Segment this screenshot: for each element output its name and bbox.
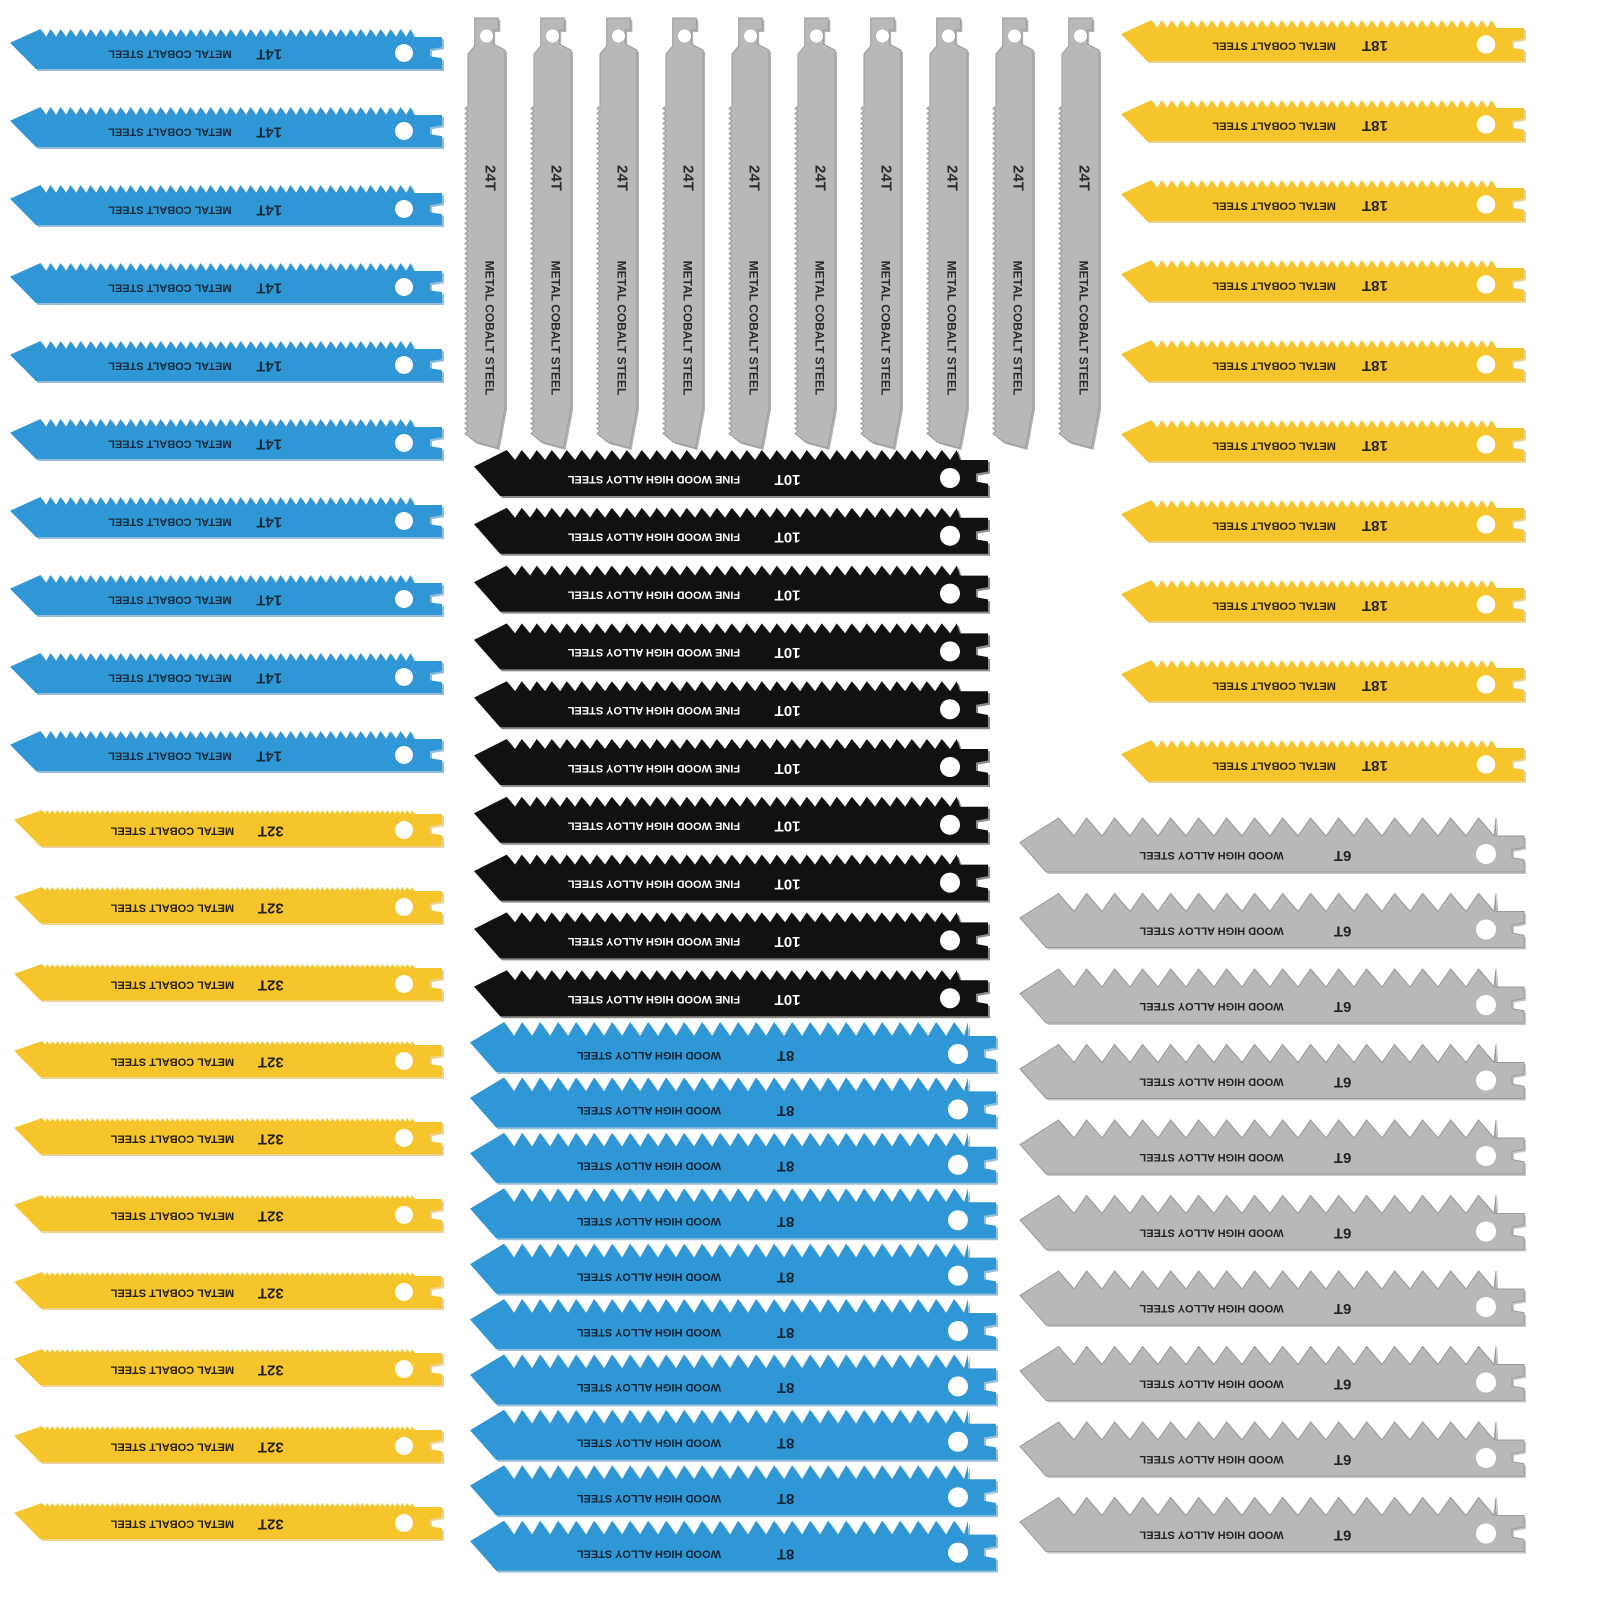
mounting-hole [395, 1514, 413, 1532]
blade-tooth-label: 6T [1333, 997, 1352, 1015]
blade-tooth-label: 14T [256, 201, 283, 219]
blade-material-label: METAL COBALT STEEL [108, 125, 232, 138]
blade-tooth-label: 24T [481, 165, 499, 191]
blade [1121, 180, 1526, 223]
blade-material-label: METAL COBALT STEEL [1212, 599, 1336, 612]
blade [1059, 18, 1101, 450]
mounting-hole [395, 1129, 413, 1147]
blade [10, 29, 444, 71]
mounting-hole [948, 1543, 968, 1563]
blade-material-label: METAL COBALT STEEL [110, 1440, 235, 1453]
blade-tooth-label: 18T [1361, 37, 1388, 55]
mounting-hole [948, 1321, 968, 1341]
mounting-hole [395, 1206, 413, 1224]
blade-material-label: METAL COBALT STEEL [108, 359, 232, 372]
blade-material-label: METAL COBALT STEEL [1212, 279, 1336, 292]
blade-tooth-label: 24T [877, 165, 895, 191]
mounting-hole [1477, 515, 1495, 533]
blade [465, 18, 507, 450]
blade-material-label: WOOD HIGH ALLOY STEEL [1139, 1075, 1284, 1088]
blade-material-label: WOOD HIGH ALLOY STEEL [1139, 848, 1284, 861]
blade-material-label: METAL COBALT STEEL [1212, 359, 1336, 372]
mounting-hole [1476, 1071, 1496, 1091]
blade-material-label: METAL COBALT STEEL [108, 437, 232, 450]
mounting-hole [395, 200, 413, 218]
blade-tooth-label: 14T [256, 435, 283, 453]
blade [474, 450, 990, 498]
mounting-hole [395, 278, 413, 296]
blade-tooth-label: 6T [1333, 1073, 1352, 1091]
mounting-hole [395, 512, 413, 530]
blade-tooth-label: 8T [776, 1323, 795, 1341]
mounting-hole [395, 1283, 413, 1301]
blade-material-label: WOOD HIGH ALLOY STEEL [1139, 1226, 1284, 1239]
blade-material-label: METAL COBALT STEEL [1076, 260, 1091, 396]
blade-material-label: METAL COBALT STEEL [110, 1209, 235, 1222]
blade-tooth-label: 18T [1361, 437, 1388, 455]
blade-material-label: WOOD HIGH ALLOY STEEL [1139, 999, 1284, 1012]
blade-material-label: METAL COBALT STEEL [110, 824, 235, 837]
blade-tooth-label: 8T [776, 1545, 795, 1563]
mounting-hole [395, 1360, 413, 1378]
blade-tooth-label: 32T [257, 1361, 284, 1379]
mounting-hole [1477, 595, 1495, 613]
blade-material-label: METAL COBALT STEEL [110, 1286, 235, 1299]
blade [1121, 20, 1526, 63]
blade [1121, 660, 1526, 703]
blade [474, 797, 990, 845]
mounting-hole [678, 30, 691, 43]
blade-tooth-label: 6T [1333, 1224, 1352, 1242]
blade-tooth-label: 6T [1333, 922, 1352, 940]
blade-tooth-label: 10T [774, 644, 801, 662]
blade-material-label: WOOD HIGH ALLOY STEEL [1139, 1150, 1284, 1163]
blade-material-label: METAL COBALT STEEL [878, 260, 893, 396]
mounting-hole [1476, 1524, 1496, 1544]
mounting-hole [744, 30, 757, 43]
blade [10, 497, 444, 539]
mounting-hole [1476, 1146, 1496, 1166]
blade-material-label: FINE WOOD HIGH ALLOY STEEL [567, 646, 741, 659]
mounting-hole [395, 122, 413, 140]
mounting-hole [395, 746, 413, 764]
mounting-hole [1477, 115, 1495, 133]
blade-tooth-label: 10T [774, 817, 801, 835]
blade [10, 731, 444, 773]
mounting-hole [395, 356, 413, 374]
blade-tooth-label: 14T [256, 123, 283, 141]
blade-tooth-label: 8T [776, 1046, 795, 1064]
mounting-hole [395, 975, 413, 993]
blade-material-label: WOOD HIGH ALLOY STEEL [1139, 1452, 1284, 1465]
blade [14, 964, 444, 1002]
blade-material-label: METAL COBALT STEEL [1212, 439, 1336, 452]
blade-material-label: METAL COBALT STEEL [614, 260, 629, 396]
blade [474, 855, 990, 903]
blade [10, 341, 444, 383]
blade [14, 1503, 444, 1541]
blade-material-label: METAL COBALT STEEL [108, 515, 232, 528]
blade-tooth-label: 10T [774, 990, 801, 1008]
blade-material-label: WOOD HIGH ALLOY STEEL [576, 1104, 721, 1117]
mounting-hole [810, 30, 823, 43]
mounting-hole [948, 1099, 968, 1119]
mounting-hole [940, 526, 960, 546]
blade [597, 18, 639, 450]
blade-material-label: WOOD HIGH ALLOY STEEL [1139, 1301, 1284, 1314]
blade [993, 18, 1035, 450]
blade-material-label: METAL COBALT STEEL [108, 281, 232, 294]
mounting-hole [948, 1376, 968, 1396]
blade-tooth-label: 6T [1333, 1526, 1352, 1544]
blade [861, 18, 903, 450]
mounting-hole [948, 1487, 968, 1507]
blade-material-label: WOOD HIGH ALLOY STEEL [1139, 1377, 1284, 1390]
blade-material-label: METAL COBALT STEEL [108, 203, 232, 216]
blade-tooth-label: 10T [774, 759, 801, 777]
blade-material-label: METAL COBALT STEEL [110, 1132, 235, 1145]
blade-tooth-label: 24T [679, 165, 697, 191]
blade-material-label: FINE WOOD HIGH ALLOY STEEL [567, 993, 741, 1006]
blade [474, 912, 990, 960]
blade-tooth-label: 14T [256, 45, 283, 63]
blade-material-label: METAL COBALT STEEL [1212, 199, 1336, 212]
blade-material-label: METAL COBALT STEEL [812, 260, 827, 396]
blade-tooth-label: 32T [257, 822, 284, 840]
blade [474, 566, 990, 614]
mounting-hole [395, 1052, 413, 1070]
mounting-hole [612, 30, 625, 43]
mounting-hole [948, 1432, 968, 1452]
blade-material-label: METAL COBALT STEEL [108, 671, 232, 684]
blade-material-label: METAL COBALT STEEL [482, 260, 497, 396]
blade-tooth-label: 14T [256, 747, 283, 765]
blade-material-label: METAL COBALT STEEL [108, 47, 232, 60]
mounting-hole [1476, 1222, 1496, 1242]
blade-material-label: WOOD HIGH ALLOY STEEL [576, 1325, 721, 1338]
blade-material-label: METAL COBALT STEEL [944, 260, 959, 396]
blade [474, 623, 990, 671]
blade-material-label: WOOD HIGH ALLOY STEEL [576, 1547, 721, 1560]
mounting-hole [876, 30, 889, 43]
blade [474, 739, 990, 787]
mounting-hole [480, 30, 493, 43]
blade-material-label: METAL COBALT STEEL [680, 260, 695, 396]
blade-tooth-label: 18T [1361, 677, 1388, 695]
blade-tooth-label: 14T [256, 279, 283, 297]
mounting-hole [1476, 1297, 1496, 1317]
blade-tooth-label: 18T [1361, 757, 1388, 775]
blade-material-label: FINE WOOD HIGH ALLOY STEEL [567, 704, 741, 717]
blade-tooth-label: 24T [745, 165, 763, 191]
blade-material-label: METAL COBALT STEEL [110, 901, 235, 914]
blade-material-label: FINE WOOD HIGH ALLOY STEEL [567, 935, 741, 948]
blade-material-label: METAL COBALT STEEL [1212, 679, 1336, 692]
mounting-hole [948, 1266, 968, 1286]
blade [10, 263, 444, 305]
blade [10, 419, 444, 461]
blade-tooth-label: 14T [256, 357, 283, 375]
mounting-hole [395, 668, 413, 686]
blade [1121, 100, 1526, 143]
blade-material-label: METAL COBALT STEEL [1212, 119, 1336, 132]
blade-material-label: FINE WOOD HIGH ALLOY STEEL [567, 877, 741, 890]
blade-tooth-label: 14T [256, 591, 283, 609]
blade [1121, 260, 1526, 303]
blade [663, 18, 705, 450]
mounting-hole [940, 930, 960, 950]
mounting-hole [395, 44, 413, 62]
mounting-hole [940, 757, 960, 777]
blade-material-label: METAL COBALT STEEL [1212, 759, 1336, 772]
blade-material-label: METAL COBALT STEEL [108, 749, 232, 762]
blade-tooth-label: 10T [774, 701, 801, 719]
mounting-hole [395, 898, 413, 916]
mounting-hole [395, 590, 413, 608]
blade [1121, 740, 1526, 783]
blade-tooth-label: 32T [257, 1284, 284, 1302]
blade-tooth-label: 18T [1361, 597, 1388, 615]
blade-material-label: WOOD HIGH ALLOY STEEL [576, 1436, 721, 1449]
blade [14, 1426, 444, 1464]
mounting-hole [1477, 275, 1495, 293]
blade-tooth-label: 8T [776, 1157, 795, 1175]
blade-material-label: METAL COBALT STEEL [1212, 519, 1336, 532]
blade-material-label: METAL COBALT STEEL [110, 978, 235, 991]
blade-tooth-label: 8T [776, 1268, 795, 1286]
blade-material-label: METAL COBALT STEEL [110, 1517, 235, 1530]
blade-tooth-label: 18T [1361, 117, 1388, 135]
blade-tooth-label: 6T [1333, 846, 1352, 864]
blade-tooth-label: 8T [776, 1102, 795, 1120]
mounting-hole [1074, 30, 1087, 43]
mounting-hole [546, 30, 559, 43]
blade-tooth-label: 32T [257, 1207, 284, 1225]
blade-tooth-label: 24T [943, 165, 961, 191]
mounting-hole [948, 1044, 968, 1064]
blade [10, 653, 444, 695]
blade [10, 107, 444, 149]
blade-tooth-label: 32T [257, 976, 284, 994]
blade-tooth-label: 6T [1333, 1450, 1352, 1468]
blade-material-label: WOOD HIGH ALLOY STEEL [1139, 1528, 1284, 1541]
mounting-hole [1477, 755, 1495, 773]
blade [14, 1195, 444, 1233]
mounting-hole [940, 873, 960, 893]
blade [474, 681, 990, 729]
blade-tooth-label: 24T [613, 165, 631, 191]
blade [474, 508, 990, 556]
blade-material-label: FINE WOOD HIGH ALLOY STEEL [567, 819, 741, 832]
blade [14, 1118, 444, 1156]
mounting-hole [395, 434, 413, 452]
mounting-hole [1477, 675, 1495, 693]
mounting-hole [940, 699, 960, 719]
blade [927, 18, 969, 450]
mounting-hole [948, 1155, 968, 1175]
blade-material-label: WOOD HIGH ALLOY STEEL [576, 1492, 721, 1505]
blade-tooth-label: 32T [257, 1515, 284, 1533]
blade-material-label: WOOD HIGH ALLOY STEEL [576, 1048, 721, 1061]
blade [14, 1349, 444, 1387]
blade [474, 970, 990, 1018]
mounting-hole [1477, 435, 1495, 453]
blade [795, 18, 837, 450]
blade-tooth-label: 32T [257, 1053, 284, 1071]
blade-tooth-label: 18T [1361, 517, 1388, 535]
mounting-hole [1476, 844, 1496, 864]
blade-material-label: METAL COBALT STEEL [110, 1363, 235, 1376]
blade-tooth-label: 10T [774, 470, 801, 488]
mounting-hole [1476, 920, 1496, 940]
blade-tooth-label: 32T [257, 1130, 284, 1148]
blade [14, 1272, 444, 1310]
mounting-hole [1477, 35, 1495, 53]
blade-material-label: METAL COBALT STEEL [746, 260, 761, 396]
mounting-hole [940, 468, 960, 488]
mounting-hole [942, 30, 955, 43]
blade-tooth-label: 32T [257, 899, 284, 917]
blade-tooth-label: 14T [256, 669, 283, 687]
blade-material-label: FINE WOOD HIGH ALLOY STEEL [567, 761, 741, 774]
blade-material-label: METAL COBALT STEEL [1010, 260, 1025, 396]
blade [10, 185, 444, 227]
blade-material-label: WOOD HIGH ALLOY STEEL [576, 1215, 721, 1228]
blade [14, 887, 444, 925]
blade-tooth-label: 10T [774, 875, 801, 893]
blade [1121, 500, 1526, 543]
mounting-hole [1477, 195, 1495, 213]
blade [1121, 340, 1526, 383]
blade-tooth-label: 24T [811, 165, 829, 191]
blade-tooth-label: 8T [776, 1379, 795, 1397]
mounting-hole [1476, 995, 1496, 1015]
blade-tooth-label: 10T [774, 528, 801, 546]
blade-tooth-label: 14T [256, 513, 283, 531]
blade-material-label: FINE WOOD HIGH ALLOY STEEL [567, 588, 741, 601]
blade-tooth-label: 18T [1361, 277, 1388, 295]
blade-material-label: WOOD HIGH ALLOY STEEL [576, 1270, 721, 1283]
blade [1121, 420, 1526, 463]
mounting-hole [940, 641, 960, 661]
blade-material-label: METAL COBALT STEEL [1212, 39, 1336, 52]
blade-material-label: METAL COBALT STEEL [548, 260, 563, 396]
blade-tooth-label: 6T [1333, 1375, 1352, 1393]
blade-material-label: WOOD HIGH ALLOY STEEL [1139, 924, 1284, 937]
mounting-hole [1476, 1448, 1496, 1468]
blade-tooth-label: 10T [774, 586, 801, 604]
blade-tooth-label: 8T [776, 1434, 795, 1452]
blade-tooth-label: 8T [776, 1489, 795, 1507]
blade [1121, 580, 1526, 623]
mounting-hole [395, 1437, 413, 1455]
blade-tooth-label: 6T [1333, 1299, 1352, 1317]
mounting-hole [1476, 1373, 1496, 1393]
blade [531, 18, 573, 450]
blade-tooth-label: 8T [776, 1212, 795, 1230]
mounting-hole [940, 584, 960, 604]
blade [14, 1041, 444, 1079]
blade-tooth-label: 18T [1361, 197, 1388, 215]
blade [14, 810, 444, 848]
mounting-hole [940, 988, 960, 1008]
mounting-hole [948, 1210, 968, 1230]
mounting-hole [1477, 355, 1495, 373]
blade-tooth-label: 18T [1361, 357, 1388, 375]
blade-material-label: WOOD HIGH ALLOY STEEL [576, 1381, 721, 1394]
blade-material-label: WOOD HIGH ALLOY STEEL [576, 1159, 721, 1172]
blade-tooth-label: 32T [257, 1438, 284, 1456]
blade [10, 575, 444, 617]
blade-material-label: FINE WOOD HIGH ALLOY STEEL [567, 530, 741, 543]
blade-tooth-label: 6T [1333, 1148, 1352, 1166]
blade-tooth-label: 24T [1075, 165, 1093, 191]
blade-tooth-label: 10T [774, 933, 801, 951]
blade [729, 18, 771, 450]
blade-material-label: METAL COBALT STEEL [110, 1055, 235, 1068]
blade-tooth-label: 24T [1009, 165, 1027, 191]
mounting-hole [940, 815, 960, 835]
mounting-hole [1008, 30, 1021, 43]
blade-tooth-label: 24T [547, 165, 565, 191]
blade-material-label: METAL COBALT STEEL [108, 593, 232, 606]
blade-material-label: FINE WOOD HIGH ALLOY STEEL [567, 472, 741, 485]
mounting-hole [395, 821, 413, 839]
